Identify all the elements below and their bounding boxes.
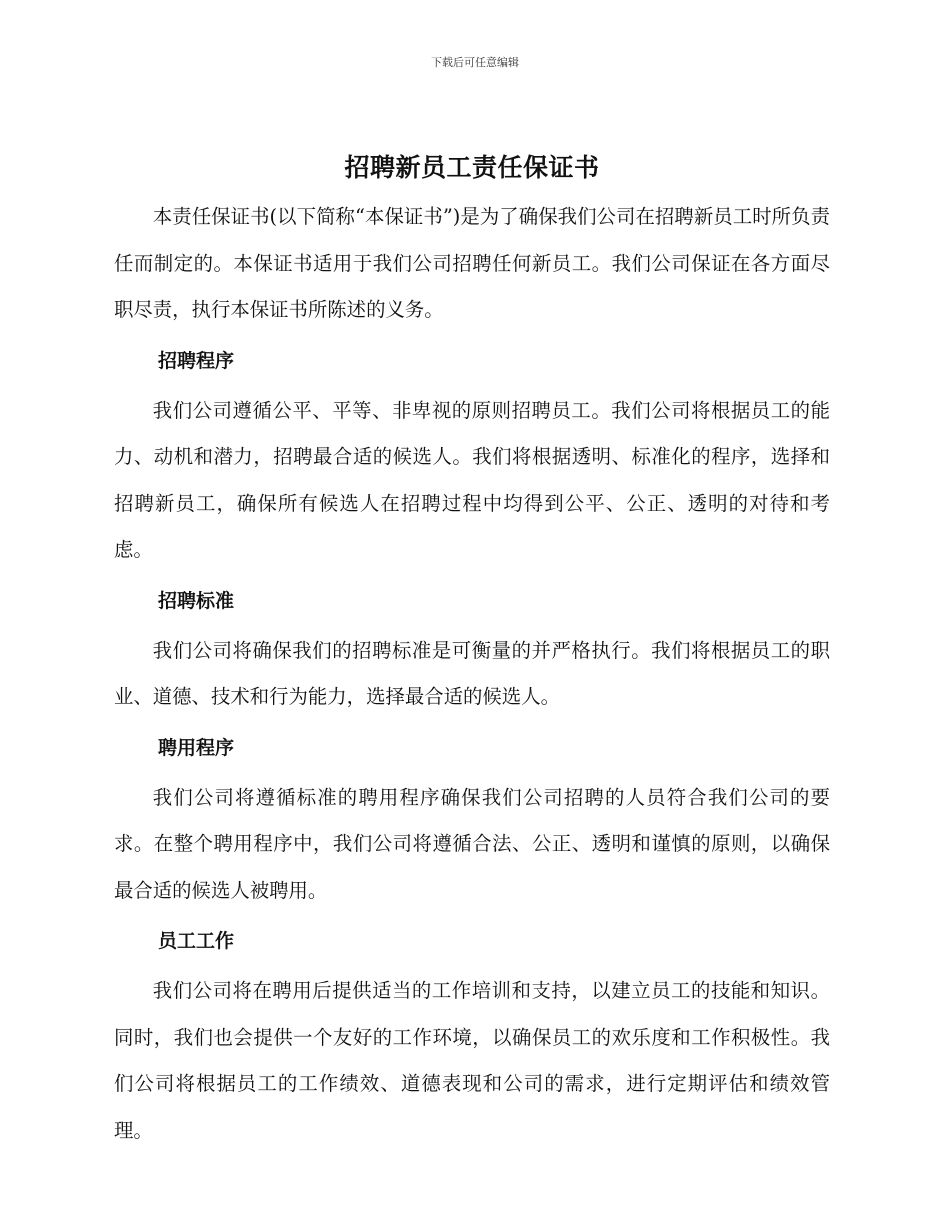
- header-note: 下载后可任意编辑: [431, 56, 519, 69]
- section-heading-employee-work: 员工工作: [158, 930, 235, 952]
- document-title: 招聘新员工责任保证书: [344, 153, 600, 182]
- section-heading-hiring-procedure: 聘用程序: [158, 736, 235, 759]
- section-body-recruitment-standards: 我们公司将确保我们的招聘标准是可衡量的并严格执行。我们将根据员工的职业、道德、技术和行为能力，选择最合适的候选人。: [114, 638, 830, 708]
- section-body-recruitment-procedure: 我们公司遵循公平、平等、非卑视的原则招聘员工。我们公司将根据员工的能力、动机和潜力，招聘最合适的候选人。我们将根据透明、标准化的程序，选择和招聘新员工，确保所有候选人在招聘过程中均得到公平、公正、透明的对待和考虑。: [114, 398, 830, 561]
- document-body: [114, 148, 830, 1154]
- section-heading-recruitment-standards: 招聘标准: [158, 589, 235, 612]
- section-heading-recruitment-procedure: 招聘程序: [158, 349, 235, 372]
- intro-paragraph: 本责任保证书(以下简称“本保证书”)是为了确保我们公司在招聘新员工时所负责任而制定的。本保证书适用于我们公司招聘任何新员工。我们公司保证在各方面尽职尽责，执行本保证书所陈述的义务。: [114, 205, 830, 321]
- section-body-hiring-procedure: 我们公司将遵循标准的聘用程序确保我们公司招聘的人员符合我们公司的要求。在整个聘用程序中，我们公司将遵循合法、公正、透明和谨慎的原则，以确保最合适的候选人被聘用。: [114, 785, 830, 902]
- section-body-employee-work: 我们公司将在聘用后提供适当的工作培训和支持，以建立员工的技能和知识。同时，我们也会提供一个友好的工作环境，以确保员工的欢乐度和工作积极性。我们公司将根据员工的工作绩效、道德表现和公司的需求，进行定期评估和绩效管理。: [114, 979, 830, 1142]
